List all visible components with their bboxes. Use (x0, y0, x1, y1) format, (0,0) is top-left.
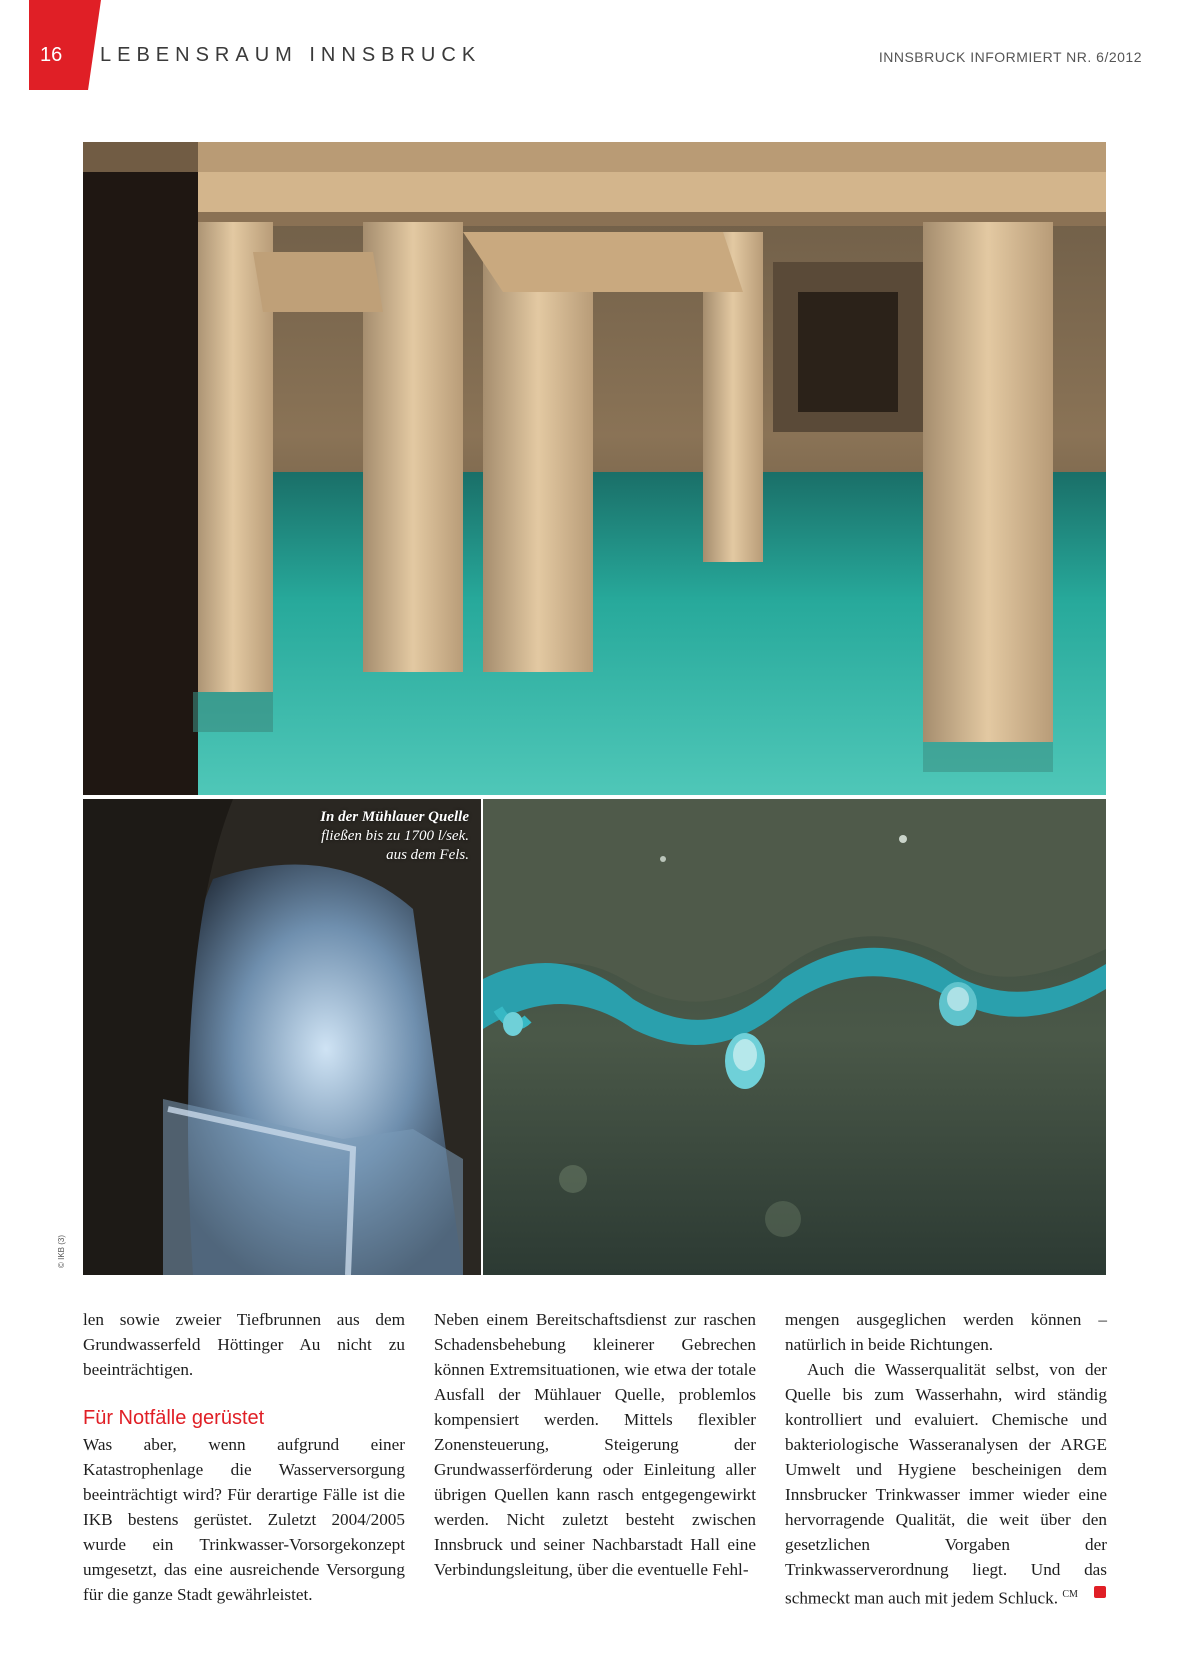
caption-line: In der Mühlauer Quelle (320, 809, 469, 825)
paragraph (785, 1357, 1107, 1611)
end-of-article-mark (1094, 1586, 1106, 1598)
page-number: 16 (40, 44, 63, 66)
author-signature: CM (1062, 1589, 1078, 1600)
paragraph: Was aber, wenn aufgrund einer Katastrophenlage die Wasserversorgung beeinträchtigt wird? Für derartige Fälle ist die IKB bestens gerüstet. Zuletzt 2004/2005 wurde ein Trinkwasser-Vorsorgekonzept umgesetzt, das eine ausreichende Versorgung für die ganze Stadt gewährleistet. (83, 1435, 405, 1604)
photo-credit: © IKB (3) (57, 1234, 66, 1268)
article-column-3 (785, 1307, 1107, 1611)
photo-caption (320, 808, 469, 865)
paragraph: Neben einem Bereitschaftsdienst zur raschen Schadensbehebung kleinerer Gebrechen können Extremsituationen, wie etwa der totale Ausfall der Mühlauer Quelle, problemlos kompensiert werden. Mittels flexibler Zonensteuerung, Steigerung der Grundwasserförderung oder Einleitung aller übrigen Quellen kann rasch entgegengewirkt werden. Nicht zuletzt besteht zwischen Innsbruck und seiner Nachbarstadt Hall eine Verbindungsleitung, über die eventuelle Fehl- (434, 1310, 756, 1579)
paragraph: mengen ausgeglichen werden können – natürlich in beide Richtungen. (785, 1310, 1107, 1354)
caption-line: fließen bis zu 1700 l/sek. (321, 828, 469, 844)
section-title: LEBENSRAUM INNSBRUCK (100, 44, 482, 66)
caption-line: aus dem Fels. (386, 847, 469, 863)
article-column-1 (83, 1307, 405, 1607)
paragraph: len sowie zweier Tiefbrunnen aus dem Grundwasserfeld Höttinger Au nicht zu beeinträchtigen. (83, 1310, 405, 1379)
issue-label: INNSBRUCK INFORMIERT NR. 6/2012 (878, 49, 1142, 65)
paragraph-text: Auch die Wasserqualität selbst, von der Quelle bis zum Wasserhahn, wird ständig kontrolliert und evaluiert. Chemische und bakteriologische Wasseranalysen der ARGE Umwelt und Hygiene bescheinigen dem Innsbrucker Trinkwasser immer wieder eine hervorragende Qualität, die weit über den gesetzlichen Vorgaben der Trinkwasserverordnung liegt. Und das schmeckt man auch mit jedem Schluck. (785, 1360, 1107, 1608)
spring-photo (83, 799, 481, 1275)
water-drops-photo (483, 799, 1106, 1275)
reservoir-photo (83, 142, 1106, 795)
subheading: Für Notfälle gerüstet (83, 1407, 265, 1429)
article-column-2 (434, 1307, 756, 1582)
